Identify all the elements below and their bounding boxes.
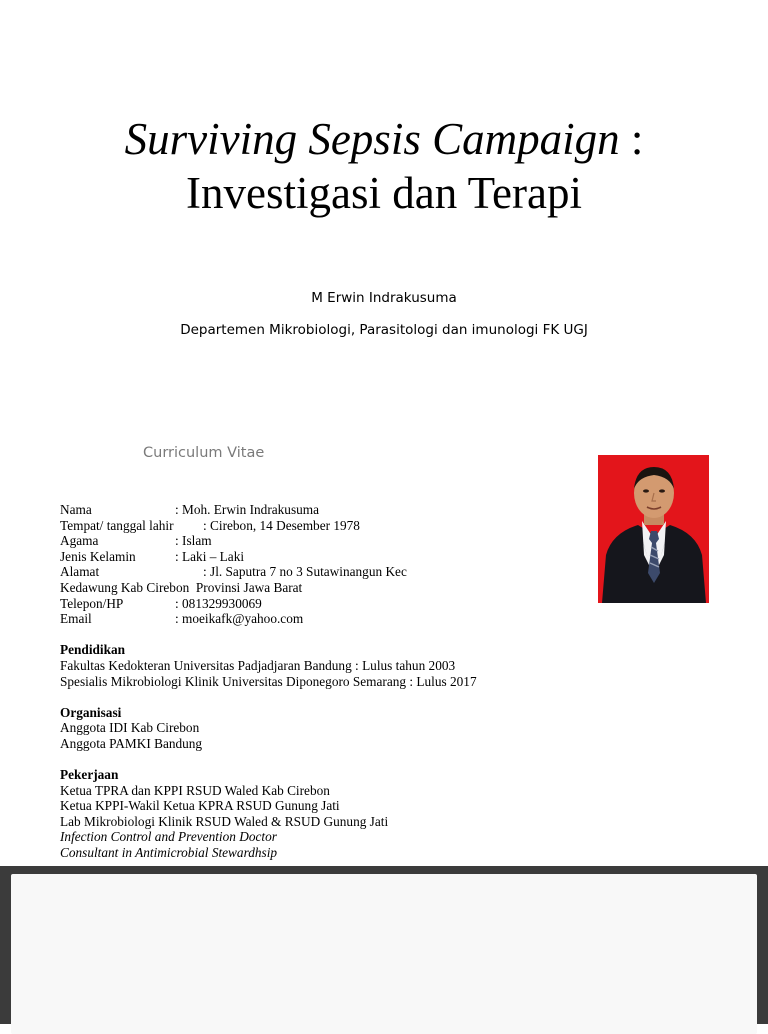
slide-title xyxy=(0,112,768,220)
cv-row-email xyxy=(60,611,620,627)
organisasi-item: Anggota PAMKI Bandung xyxy=(60,735,203,751)
pendidikan-item: Spesialis Mikrobiologi Klinik Universitas Diponegoro Semarang : Lulus 2017 xyxy=(60,673,477,689)
next-page-preview[interactable] xyxy=(11,874,757,1034)
pekerjaan-item: Lab Mikrobiologi Klinik RSUD Waled & RSUD Gunung Jati xyxy=(60,813,389,829)
spacer xyxy=(60,627,620,643)
telepon-value: : 081329930069 xyxy=(175,595,262,611)
pendidikan-heading: Pendidikan xyxy=(60,642,126,658)
ttl-value: : Cirebon, 14 Desember 1978 xyxy=(203,517,360,533)
spacer xyxy=(60,752,620,768)
cv-row-jenis-kelamin xyxy=(60,549,620,565)
cv-row-nama xyxy=(60,502,620,518)
spacer xyxy=(60,689,620,705)
cv-row-alamat xyxy=(60,564,620,580)
author-block xyxy=(0,282,768,346)
pekerjaan-heading: Pekerjaan xyxy=(60,767,119,783)
cv-heading: Curriculum Vitae xyxy=(143,445,265,461)
cv-row-agama xyxy=(60,533,620,549)
pekerjaan-item: Ketua KPPI-Wakil Ketua KPRA RSUD Gunung Jati xyxy=(60,798,340,814)
document-viewer-background[interactable] xyxy=(0,866,768,1024)
alamat-line-2: Kedawung Kab Cirebon Provinsi Jawa Barat xyxy=(60,579,303,595)
email-value: : moeikafk@yahoo.com xyxy=(175,611,304,627)
pekerjaan-italic-item: Infection Control and Prevention Doctor xyxy=(60,829,277,845)
ttl-label: Tempat/ tanggal lahir xyxy=(60,517,174,533)
email-label: Email xyxy=(60,611,92,627)
title-colon: : xyxy=(619,114,644,164)
cv-details xyxy=(60,502,620,861)
pekerjaan-italic-item: Consultant in Antimicrobial Stewardhsip xyxy=(60,845,278,861)
title-line-1 xyxy=(0,112,768,166)
cv-row-ttl xyxy=(60,518,620,534)
jenis-kelamin-label: Jenis Kelamin xyxy=(60,548,136,564)
jenis-kelamin-value: : Laki – Laki xyxy=(175,548,245,564)
nama-label: Nama xyxy=(60,502,92,517)
organisasi-item: Anggota IDI Kab Cirebon xyxy=(60,720,200,736)
pekerjaan-item: Ketua TPRA dan KPPI RSUD Waled Kab Cirebon xyxy=(60,782,330,798)
agama-value: : Islam xyxy=(175,533,212,549)
author-affiliation: Departemen Mikrobiologi, Parasitologi dan imunologi FK UGJ xyxy=(180,322,588,338)
pendidikan-item: Fakultas Kedokteran Universitas Padjadjaran Bandung : Lulus tahun 2003 xyxy=(60,657,456,673)
cv-row-telepon xyxy=(60,596,620,612)
author-name: M Erwin Indrakusuma xyxy=(311,290,457,306)
title-line-2: Investigasi dan Terapi xyxy=(186,168,582,218)
alamat-label: Alamat xyxy=(60,564,100,580)
organisasi-heading: Organisasi xyxy=(60,704,122,720)
telepon-label: Telepon/HP xyxy=(60,595,124,611)
nama-value: : Moh. Erwin Indrakusuma xyxy=(175,502,320,517)
alamat-value: : Jl. Saputra 7 no 3 Sutawinangun Kec xyxy=(203,564,407,580)
agama-label: Agama xyxy=(60,533,99,549)
title-italic-part: Surviving Sepsis Campaign xyxy=(124,114,620,164)
